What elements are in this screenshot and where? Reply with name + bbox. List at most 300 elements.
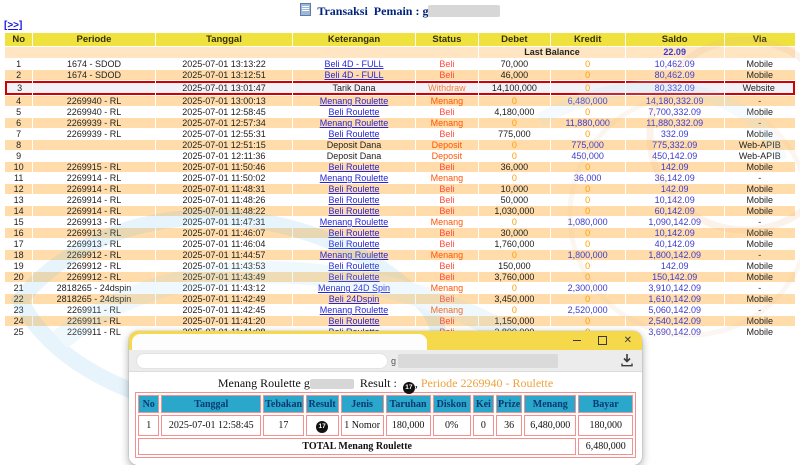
transaction-row xyxy=(5,81,795,95)
cell-tanggal: 2025-07-01 11:50:02 xyxy=(156,173,293,183)
cell-saldo: 36,142.09 xyxy=(626,173,724,183)
cell-tanggal: 2025-07-01 11:43:12 xyxy=(156,283,293,293)
cell-keterangan xyxy=(293,96,414,106)
cell-no: 19 xyxy=(5,261,32,271)
cell-tanggal: 2025-07-01 12:58:45 xyxy=(156,107,293,117)
col-tanggal: Tanggal xyxy=(156,33,293,46)
cell-via: Mobile xyxy=(725,239,795,249)
cell-via: - xyxy=(725,305,795,315)
cell-debet: 1,760,000 xyxy=(479,239,549,249)
cell-debet: 50,000 xyxy=(479,195,549,205)
keterangan-link[interactable]: Beli Roulette xyxy=(328,206,380,216)
col-debet: Debet xyxy=(479,33,549,46)
cell-no: 5 xyxy=(5,107,32,117)
cell-status: Beli xyxy=(416,162,479,172)
redacted-username xyxy=(428,5,500,17)
keterangan-link[interactable]: Beli Roulette xyxy=(328,228,380,238)
cell-no: 8 xyxy=(5,140,32,150)
cell-tanggal: 2025-07-01 13:01:47 xyxy=(156,81,293,95)
caption-separator: , xyxy=(414,376,418,390)
cell-keterangan xyxy=(293,228,414,238)
rcol-no: No xyxy=(138,395,159,413)
keterangan-link[interactable]: Beli Roulette xyxy=(328,195,380,205)
cell-kredit: 0 xyxy=(551,206,625,216)
cell-kredit: 2,520,000 xyxy=(551,305,625,315)
cell-keterangan xyxy=(293,70,414,80)
popup-addressbar xyxy=(129,350,642,372)
rcol-bayar: Bayar xyxy=(578,395,633,413)
cell-tanggal: 2025-07-01 12:51:15 xyxy=(156,140,293,150)
cell-saldo: 450,142.09 xyxy=(626,151,724,161)
keterangan-link[interactable]: Menang Roulette xyxy=(319,250,389,260)
transaction-row xyxy=(5,217,795,227)
keterangan-link[interactable]: Beli Roulette xyxy=(328,107,380,117)
cell-debet: 0 xyxy=(479,140,549,150)
cell-via: Mobile xyxy=(725,206,795,216)
rcell-result xyxy=(306,415,339,436)
cell-status: Beli xyxy=(416,206,479,216)
cell-tanggal: 2025-07-01 11:46:04 xyxy=(156,239,293,249)
rcell-bayar: 180,000 xyxy=(578,415,633,436)
cell-saldo: 5,060,142.09 xyxy=(626,305,724,315)
cell-no: 7 xyxy=(5,129,32,139)
cell-saldo: 14,180,332.09 xyxy=(626,96,724,106)
result-popup-window xyxy=(129,331,642,465)
cell-tanggal: 2025-07-01 11:48:26 xyxy=(156,195,293,205)
redacted-username-popup xyxy=(310,379,354,389)
cell-no: 15 xyxy=(5,217,32,227)
cell-tanggal: 2025-07-01 11:42:49 xyxy=(156,294,293,304)
cell-keterangan xyxy=(293,239,414,249)
cell-kredit: 6,480,000 xyxy=(551,96,625,106)
cell-debet: 36,000 xyxy=(479,162,549,172)
cell-no: 20 xyxy=(5,272,32,282)
cell-tanggal: 2025-07-01 11:48:22 xyxy=(156,206,293,216)
cell-no: 12 xyxy=(5,184,32,194)
rcol-tanggal: Tanggal xyxy=(161,395,261,413)
cell-status: Menang xyxy=(416,96,479,106)
cell-keterangan: Tarik Dana xyxy=(293,81,414,95)
roulette-ball-icon: 17 xyxy=(316,421,328,433)
cell-saldo: 1,090,142.09 xyxy=(626,217,724,227)
cell-status: Withdraw xyxy=(416,81,479,95)
cell-tanggal: 2025-07-01 11:43:53 xyxy=(156,261,293,271)
cell-tanggal: 2025-07-01 11:41:20 xyxy=(156,316,293,326)
cell-kredit: 11,880,000 xyxy=(551,118,625,128)
cell-kredit: 0 xyxy=(551,59,625,69)
rcell-prize: 36 xyxy=(496,415,522,436)
cell-tanggal: 2025-07-01 11:46:07 xyxy=(156,228,293,238)
rcell-tanggal: 2025-07-01 12:58:45 xyxy=(161,415,261,436)
cell-status: Menang xyxy=(416,305,479,315)
cell-tanggal: 2025-07-01 13:13:22 xyxy=(156,59,293,69)
address-text: g xyxy=(391,355,397,366)
popup-titlebar[interactable] xyxy=(129,331,642,350)
keterangan-link[interactable]: Menang Roulette xyxy=(319,305,389,315)
keterangan-link[interactable]: Beli 4D - FULL xyxy=(324,59,384,69)
cell-saldo: 10,142.09 xyxy=(626,228,724,238)
cell-kredit: 0 xyxy=(551,184,625,194)
cell-kredit: 0 xyxy=(551,228,625,238)
transaction-row xyxy=(5,70,795,80)
transaction-row xyxy=(5,195,795,205)
cell-no: 4 xyxy=(5,96,32,106)
rcol-kei: Kei xyxy=(473,395,494,413)
cell-periode: 2269940 - RL xyxy=(33,96,154,106)
cell-periode: 2269914 - RL xyxy=(33,206,154,216)
address-input[interactable] xyxy=(136,353,388,369)
cell-saldo: 142.09 xyxy=(626,162,724,172)
cell-status: Menang xyxy=(416,173,479,183)
cell-tanggal: 2025-07-01 11:44:57 xyxy=(156,250,293,260)
cell-via: Mobile xyxy=(725,327,795,337)
cell-keterangan xyxy=(293,206,414,216)
cell-debet: 0 xyxy=(479,283,549,293)
cell-status: Deposit xyxy=(416,151,479,161)
cell-via: Mobile xyxy=(725,316,795,326)
maximize-icon[interactable] xyxy=(598,336,607,345)
transaction-row xyxy=(5,118,795,128)
transactions-table xyxy=(4,32,796,338)
cell-via: Mobile xyxy=(725,184,795,194)
last-balance-value: 22.09 xyxy=(626,47,724,58)
transaction-row xyxy=(5,272,795,282)
cell-debet: 1,030,000 xyxy=(479,206,549,216)
cell-via: Mobile xyxy=(725,107,795,117)
col-status: Status xyxy=(416,33,479,46)
cell-no: 13 xyxy=(5,195,32,205)
cell-saldo: 3,910,142.09 xyxy=(626,283,724,293)
col-saldo: Saldo xyxy=(626,33,724,46)
cell-via: Web-APIB xyxy=(725,140,795,150)
cell-status: Beli xyxy=(416,70,479,80)
cell-keterangan xyxy=(293,162,414,172)
cell-saldo: 2,540,142.09 xyxy=(626,316,724,326)
transaction-row xyxy=(5,261,795,271)
cell-debet: 1,150,000 xyxy=(479,316,549,326)
cell-kredit: 1,080,000 xyxy=(551,217,625,227)
keterangan-link[interactable]: Beli Roulette xyxy=(328,184,380,194)
cell-debet: 0 xyxy=(479,118,549,128)
cell-periode: 2269911 - RL xyxy=(33,305,154,315)
cell-status: Menang xyxy=(416,118,479,128)
cell-via: Mobile xyxy=(725,129,795,139)
cell-debet: 0 xyxy=(479,305,549,315)
cell-via: Web-APIB xyxy=(725,151,795,161)
page-title-suffix: Pemain : g xyxy=(373,4,429,18)
cell-status: Beli xyxy=(416,195,479,205)
cell-periode: 2269914 - RL xyxy=(33,173,154,183)
result-total-row xyxy=(138,438,633,455)
cell-via: Mobile xyxy=(725,228,795,238)
rcol-prize: Prize xyxy=(496,395,522,413)
cell-status: Menang xyxy=(416,283,479,293)
transaction-row xyxy=(5,162,795,172)
cell-status: Beli xyxy=(416,107,479,117)
popup-browser-tab[interactable] xyxy=(132,334,427,350)
transaction-row xyxy=(5,206,795,216)
cell-via: - xyxy=(725,283,795,293)
download-icon[interactable] xyxy=(621,354,633,367)
popup-caption xyxy=(135,375,636,392)
rcell-jenis: 1 Nomor xyxy=(341,415,384,436)
cell-keterangan xyxy=(293,173,414,183)
cell-tanggal: 2025-07-01 12:57:34 xyxy=(156,118,293,128)
cell-via: Mobile xyxy=(725,272,795,282)
keterangan-link[interactable]: Menang Roulette xyxy=(319,118,389,128)
cell-kredit: 0 xyxy=(551,294,625,304)
col-no: No xyxy=(5,33,32,46)
cell-kredit: 0 xyxy=(551,81,625,95)
cell-saldo: 10,142.09 xyxy=(626,195,724,205)
cell-debet: 0 xyxy=(479,217,549,227)
transaction-row xyxy=(5,239,795,249)
rcell-kei: 0 xyxy=(473,415,494,436)
caption-periode: Periode 2269940 - Roulette xyxy=(420,376,554,390)
transaction-row xyxy=(5,316,795,326)
cell-status: Beli xyxy=(416,228,479,238)
rcol-tebakan: Tebakan xyxy=(263,395,303,413)
cell-status: Beli xyxy=(416,59,479,69)
cell-kredit: 36,000 xyxy=(551,173,625,183)
cell-periode: 2269939 - RL xyxy=(33,118,154,128)
cell-kredit: 0 xyxy=(551,162,625,172)
keterangan-link[interactable]: Menang Roulette xyxy=(319,173,389,183)
cell-status: Deposit xyxy=(416,140,479,150)
cell-status: Beli xyxy=(416,316,479,326)
cell-via: Mobile xyxy=(725,70,795,80)
cell-saldo: 11,880,332.09 xyxy=(626,118,724,128)
cell-via: Mobile xyxy=(725,195,795,205)
cell-keterangan: Deposit Dana xyxy=(293,151,414,161)
cell-status: Beli xyxy=(416,272,479,282)
cell-tanggal: 2025-07-01 11:48:31 xyxy=(156,184,293,194)
cell-saldo: 150,142.09 xyxy=(626,272,724,282)
cell-keterangan xyxy=(293,283,414,293)
cell-tanggal: 2025-07-01 12:11:36 xyxy=(156,151,293,161)
keterangan-link[interactable]: Beli Roulette xyxy=(328,261,380,271)
rcol-menang: Menang xyxy=(524,395,576,413)
cell-saldo: 142.09 xyxy=(626,184,724,194)
cell-no: 6 xyxy=(5,118,32,128)
transaction-row xyxy=(5,129,795,139)
keterangan-link[interactable]: Menang Roulette xyxy=(319,217,389,227)
cell-tanggal: 2025-07-01 13:00:13 xyxy=(156,96,293,106)
back-link[interactable]: [>>] xyxy=(4,20,23,31)
cell-periode: 2269912 - RL xyxy=(33,250,154,260)
close-icon[interactable]: ✕ xyxy=(623,334,632,346)
cell-saldo: 10,462.09 xyxy=(626,59,724,69)
transaction-row xyxy=(5,151,795,161)
cell-periode: 2818265 - 24dspin xyxy=(33,283,154,293)
cell-keterangan xyxy=(293,217,414,227)
cell-debet: 775,000 xyxy=(479,129,549,139)
cell-no: 14 xyxy=(5,206,32,216)
cell-kredit: 775,000 xyxy=(551,140,625,150)
cell-periode: 1674 - SDOD xyxy=(33,70,154,80)
cell-kredit: 0 xyxy=(551,239,625,249)
transaction-row xyxy=(5,96,795,106)
cell-tanggal: 2025-07-01 13:12:51 xyxy=(156,70,293,80)
transaction-row xyxy=(5,107,795,117)
cell-debet: 46,000 xyxy=(479,70,549,80)
cell-keterangan xyxy=(293,294,414,304)
cell-kredit: 0 xyxy=(551,129,625,139)
cell-no: 1 xyxy=(5,59,32,69)
cell-via: - xyxy=(725,250,795,260)
cell-no: 25 xyxy=(5,327,32,337)
cell-tanggal: 2025-07-01 11:43:49 xyxy=(156,272,293,282)
cell-via: - xyxy=(725,173,795,183)
cell-debet: 70,000 xyxy=(479,59,549,69)
cell-debet: 10,000 xyxy=(479,184,549,194)
cell-periode: 2269915 - RL xyxy=(33,162,154,172)
cell-saldo: 142.09 xyxy=(626,261,724,271)
cell-debet: 30,000 xyxy=(479,228,549,238)
cell-no: 11 xyxy=(5,173,32,183)
transaction-row xyxy=(5,228,795,238)
rcell-diskon: 0% xyxy=(433,415,471,436)
cell-keterangan xyxy=(293,261,414,271)
last-balance-row xyxy=(5,47,795,58)
col-periode: Periode xyxy=(33,33,154,46)
cell-periode: 2269913 - RL xyxy=(33,239,154,249)
result-row xyxy=(138,415,633,436)
transaction-row xyxy=(5,250,795,260)
cell-status: Beli xyxy=(416,261,479,271)
rcell-tebakan: 17 xyxy=(263,415,303,436)
cell-debet: 4,180,000 xyxy=(479,107,549,117)
cell-debet: 3,760,000 xyxy=(479,272,549,282)
cell-saldo: 1,610,142.09 xyxy=(626,294,724,304)
cell-no: 24 xyxy=(5,316,32,326)
cell-debet: 0 xyxy=(479,96,549,106)
cell-periode: 2269940 - RL xyxy=(33,107,154,117)
cell-kredit: 0 xyxy=(551,261,625,271)
cell-saldo: 80,332.09 xyxy=(626,81,724,95)
minimize-icon[interactable] xyxy=(573,340,581,342)
last-balance-label: Last Balance xyxy=(479,47,625,58)
cell-status: Menang xyxy=(416,250,479,260)
cell-periode: 2269914 - RL xyxy=(33,195,154,205)
cell-debet: 14,100,000 xyxy=(479,81,549,95)
transaction-row xyxy=(5,305,795,315)
cell-periode xyxy=(33,151,154,161)
cell-keterangan xyxy=(293,107,414,117)
col-via: Via xyxy=(725,33,795,46)
cell-saldo: 7,700,332.09 xyxy=(626,107,724,117)
keterangan-link[interactable]: Menang 24D Spin xyxy=(317,283,391,293)
cell-keterangan xyxy=(293,316,414,326)
transaction-row xyxy=(5,173,795,183)
rcol-result: Result xyxy=(306,395,339,413)
cell-periode: 2269939 - RL xyxy=(33,129,154,139)
cell-keterangan xyxy=(293,250,414,260)
transaction-row xyxy=(5,140,795,150)
result-total-label: TOTAL Menang Roulette xyxy=(138,438,576,455)
page-title xyxy=(0,0,800,20)
transaction-row xyxy=(5,184,795,194)
cell-periode: 2269913 - RL xyxy=(33,228,154,238)
transaction-row xyxy=(5,59,795,69)
cell-tanggal: 2025-07-01 11:50:46 xyxy=(156,162,293,172)
cell-debet: 0 xyxy=(479,151,549,161)
cell-periode: 1674 - SDOD xyxy=(33,59,154,69)
rcell-no: 1 xyxy=(138,415,159,436)
cell-kredit: 1,800,000 xyxy=(551,250,625,260)
cell-no: 23 xyxy=(5,305,32,315)
result-table xyxy=(135,392,636,458)
cell-kredit: 0 xyxy=(551,70,625,80)
cell-debet: 150,000 xyxy=(479,261,549,271)
cell-periode: 2269912 - RL xyxy=(33,261,154,271)
keterangan-link[interactable]: Beli Roulette xyxy=(328,239,380,249)
cell-no: 9 xyxy=(5,151,32,161)
table-header-row xyxy=(5,33,795,46)
cell-via: Mobile xyxy=(725,59,795,69)
cell-via: Website xyxy=(725,81,795,95)
cell-debet: 3,450,000 xyxy=(479,294,549,304)
cell-saldo: 60,142.09 xyxy=(626,206,724,216)
keterangan-link[interactable]: Menang Roulette xyxy=(319,96,389,106)
cell-saldo: 332.09 xyxy=(626,129,724,139)
cell-saldo: 1,800,142.09 xyxy=(626,250,724,260)
cell-status: Beli xyxy=(416,184,479,194)
cell-no: 21 xyxy=(5,283,32,293)
cell-periode: 2269913 - RL xyxy=(33,217,154,227)
cell-keterangan xyxy=(293,305,414,315)
cell-kredit: 2,300,000 xyxy=(551,283,625,293)
keterangan-link[interactable]: Beli 24Dspin xyxy=(328,294,380,304)
transaction-row xyxy=(5,294,795,304)
cell-status: Menang xyxy=(416,217,479,227)
rcol-taruhan: Taruhan xyxy=(386,395,431,413)
cell-keterangan: Deposit Dana xyxy=(293,140,414,150)
caption-prefix: Menang Roulette g xyxy=(217,376,310,390)
keterangan-link[interactable]: Beli Roulette xyxy=(328,272,380,282)
transaksi-icon xyxy=(300,3,311,16)
cell-via: Mobile xyxy=(725,294,795,304)
cell-status: Beli xyxy=(416,239,479,249)
cell-no: 10 xyxy=(5,162,32,172)
cell-periode: 2269911 - RL xyxy=(33,327,154,337)
cell-via: Mobile xyxy=(725,162,795,172)
caption-result-label: Result : xyxy=(359,376,397,390)
cell-periode: 2269911 - RL xyxy=(33,316,154,326)
cell-kredit: 0 xyxy=(551,195,625,205)
keterangan-link[interactable]: Beli 4D - FULL xyxy=(324,70,384,80)
cell-tanggal: 2025-07-01 11:42:45 xyxy=(156,305,293,315)
cell-tanggal: 2025-07-01 12:55:31 xyxy=(156,129,293,139)
result-total-value: 6,480,000 xyxy=(578,438,633,455)
cell-no: 3 xyxy=(5,81,32,95)
cell-periode xyxy=(33,140,154,150)
keterangan-link[interactable]: Beli Roulette xyxy=(328,316,380,326)
keterangan-link[interactable]: Beli Roulette xyxy=(328,129,380,139)
cell-no: 22 xyxy=(5,294,32,304)
cell-kredit: 0 xyxy=(551,107,625,117)
cell-saldo: 3,690,142.09 xyxy=(626,327,724,337)
cell-periode: 2269912 - RL xyxy=(33,272,154,282)
cell-via: - xyxy=(725,96,795,106)
cell-saldo: 40,142.09 xyxy=(626,239,724,249)
cell-keterangan xyxy=(293,272,414,282)
col-keterangan: Keterangan xyxy=(293,33,414,46)
cell-via: - xyxy=(725,118,795,128)
transaction-row xyxy=(5,283,795,293)
cell-saldo: 80,462.09 xyxy=(626,70,724,80)
keterangan-link[interactable]: Beli Roulette xyxy=(328,162,380,172)
